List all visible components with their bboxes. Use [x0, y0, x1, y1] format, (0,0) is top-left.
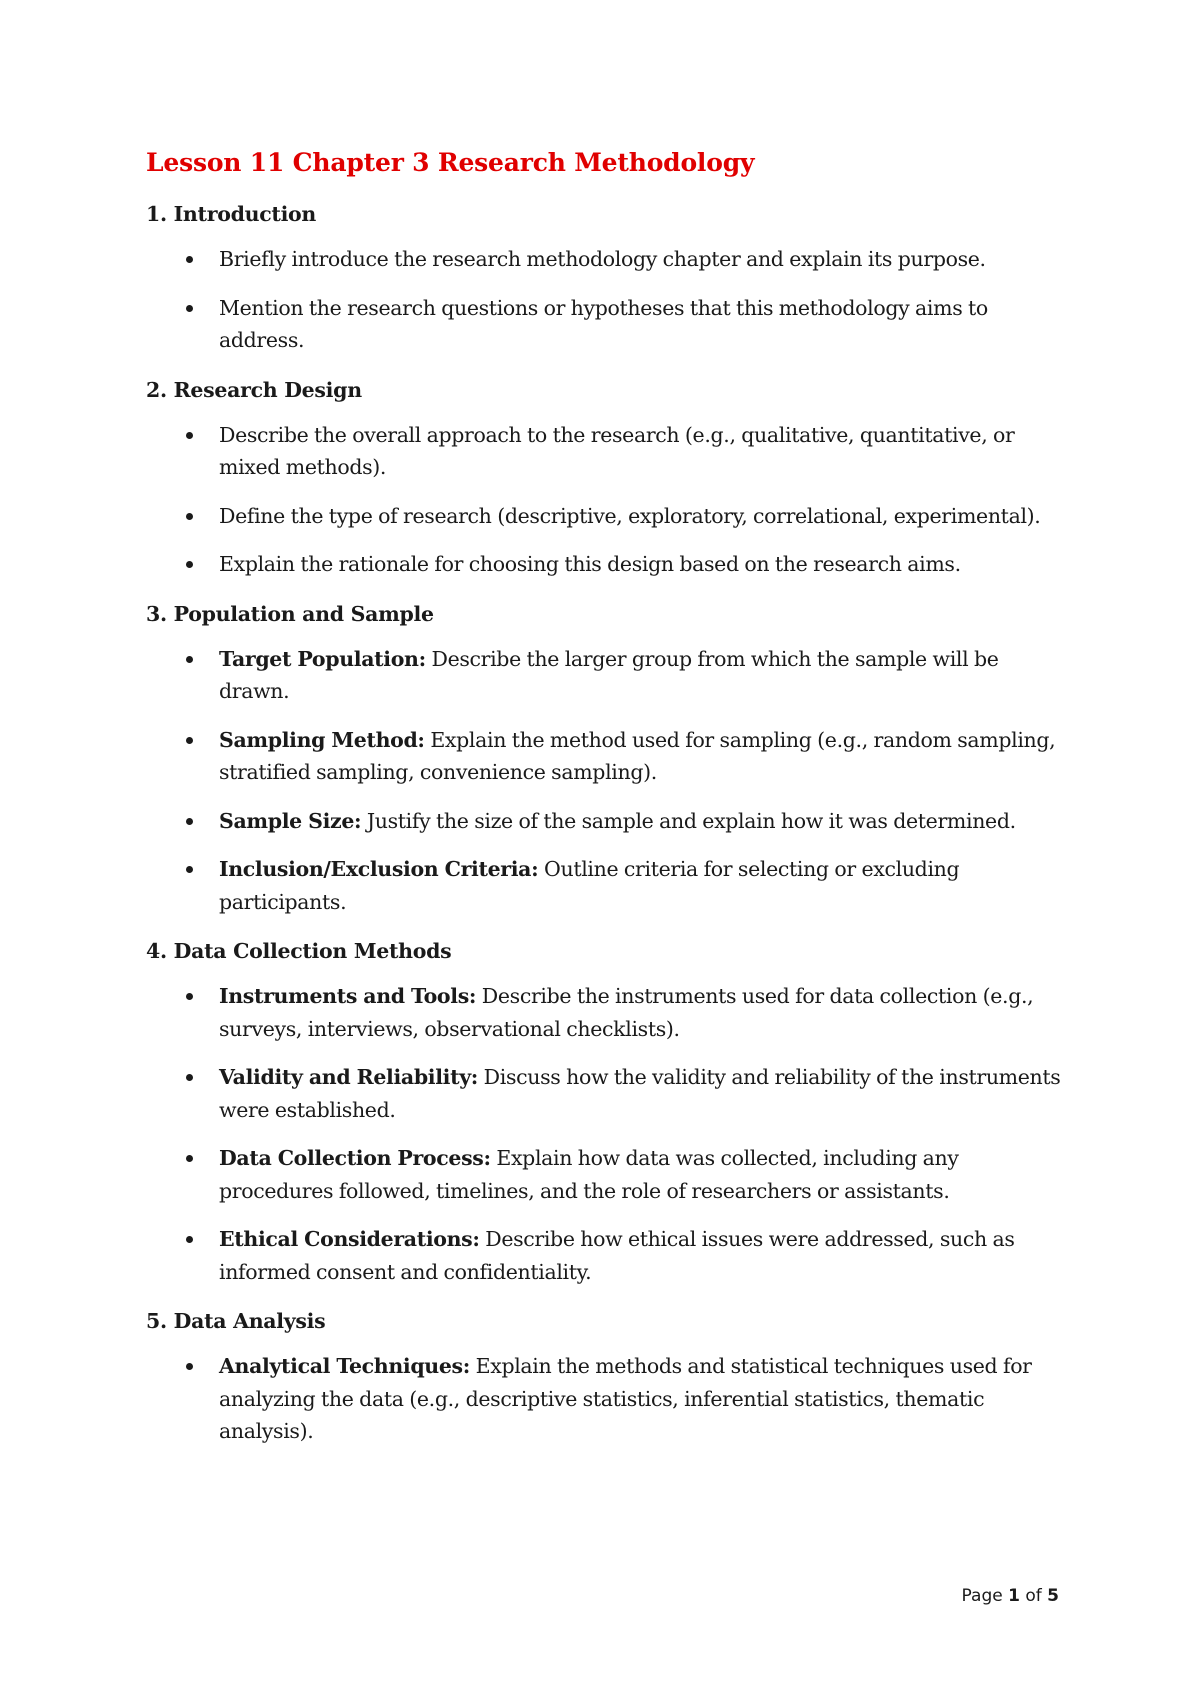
bullet-icon [186, 1236, 193, 1243]
section-data-collection-methods [146, 935, 1066, 1288]
bullet-list [146, 419, 1066, 581]
list-item [146, 1223, 1066, 1288]
bullet-icon [186, 561, 193, 568]
item-term: Target Population: [219, 646, 426, 671]
section-heading: 4. Data Collection Methods [146, 939, 452, 963]
section-heading: 1. Introduction [146, 202, 317, 226]
list-item [146, 980, 1066, 1045]
bullet-icon [186, 256, 193, 263]
bullet-list [146, 980, 1066, 1288]
item-text: Describe the instruments used for data collection (e.g., surveys, interviews, observational checklists). [219, 984, 1034, 1041]
list-item [146, 243, 1066, 276]
item-term: Analytical Techniques: [219, 1354, 470, 1378]
list-item [146, 548, 1066, 581]
page-footer [962, 1586, 1059, 1606]
bullet-list [146, 1350, 1066, 1448]
bullet-icon [186, 866, 193, 873]
list-item [146, 805, 1066, 838]
item-term: Sample Size: [219, 808, 362, 833]
item-text: Describe the overall approach to the research (e.g., qualitative, quantitative, or mixed methods). [219, 422, 1015, 479]
list-item [146, 292, 1066, 357]
list-item [146, 853, 1066, 918]
section-introduction [146, 198, 1066, 357]
item-text: Describe how ethical issues were addressed, such as informed consent and confidentiality. [219, 1227, 1015, 1284]
list-item [146, 1142, 1066, 1207]
bullet-list [146, 643, 1066, 919]
bullet-icon [186, 432, 193, 439]
list-item [146, 1061, 1066, 1126]
list-item [146, 643, 1066, 708]
list-item [146, 724, 1066, 789]
item-text: Mention the research questions or hypotheses that this methodology aims to address. [219, 295, 988, 352]
bullet-list [146, 243, 1066, 357]
list-item [146, 1350, 1066, 1448]
bullet-icon [186, 305, 193, 312]
item-text: Justify the size of the sample and explain how it was determined. [361, 808, 1016, 833]
item-term: Data Collection Process: [219, 1146, 491, 1170]
list-item [146, 500, 1066, 533]
document-title: Lesson 11 Chapter 3 Research Methodology [146, 148, 755, 177]
item-text: Explain the method used for sampling (e.g., random sampling, stratified sampling, convenience sampling). [219, 727, 1056, 784]
section-research-design [146, 374, 1066, 581]
section-data-analysis [146, 1305, 1066, 1448]
bullet-icon [186, 1155, 193, 1162]
item-text: Discuss how the validity and reliability of the instruments were established. [219, 1065, 1061, 1122]
bullet-icon [186, 1363, 193, 1370]
item-term: Ethical Considerations: [219, 1227, 480, 1251]
page-of-label: of [1025, 1586, 1042, 1606]
page-label: Page [961, 1586, 1003, 1606]
list-item [146, 419, 1066, 484]
section-heading: 2. Research Design [146, 377, 362, 402]
document-body [146, 198, 1066, 1465]
page-total: 5 [1047, 1586, 1059, 1606]
item-text: Explain the rationale for choosing this design based on the research aims. [219, 552, 961, 576]
item-text: Briefly introduce the research methodology chapter and explain its purpose. [219, 247, 986, 271]
item-text: Describe the larger group from which the sample will be drawn. [219, 646, 999, 703]
bullet-icon [186, 656, 193, 663]
item-term: Instruments and Tools: [219, 984, 477, 1008]
section-heading: 5. Data Analysis [146, 1309, 326, 1333]
item-term: Inclusion/Exclusion Criteria: [219, 857, 539, 881]
bullet-icon [186, 1074, 193, 1081]
page-number: 1 [1008, 1586, 1020, 1606]
bullet-icon [186, 513, 193, 520]
bullet-icon [186, 818, 193, 825]
item-text: Define the type of research (descriptive, exploratory, correlational, experimental). [219, 503, 1041, 528]
section-population-and-sample [146, 598, 1066, 919]
item-text: Explain the methods and statistical techniques used for analyzing the data (e.g., descriptive statistics, inferential statistics, thematic analysis). [219, 1354, 1032, 1443]
section-heading: 3. Population and Sample [146, 601, 434, 626]
item-text: Explain how data was collected, including any procedures followed, timelines, and the role of researchers or assistants. [219, 1146, 959, 1203]
bullet-icon [186, 993, 193, 1000]
item-term: Validity and Reliability: [219, 1065, 479, 1089]
item-term: Sampling Method: [219, 727, 425, 752]
item-text: Outline criteria for selecting or excluding participants. [219, 857, 960, 914]
bullet-icon [186, 737, 193, 744]
